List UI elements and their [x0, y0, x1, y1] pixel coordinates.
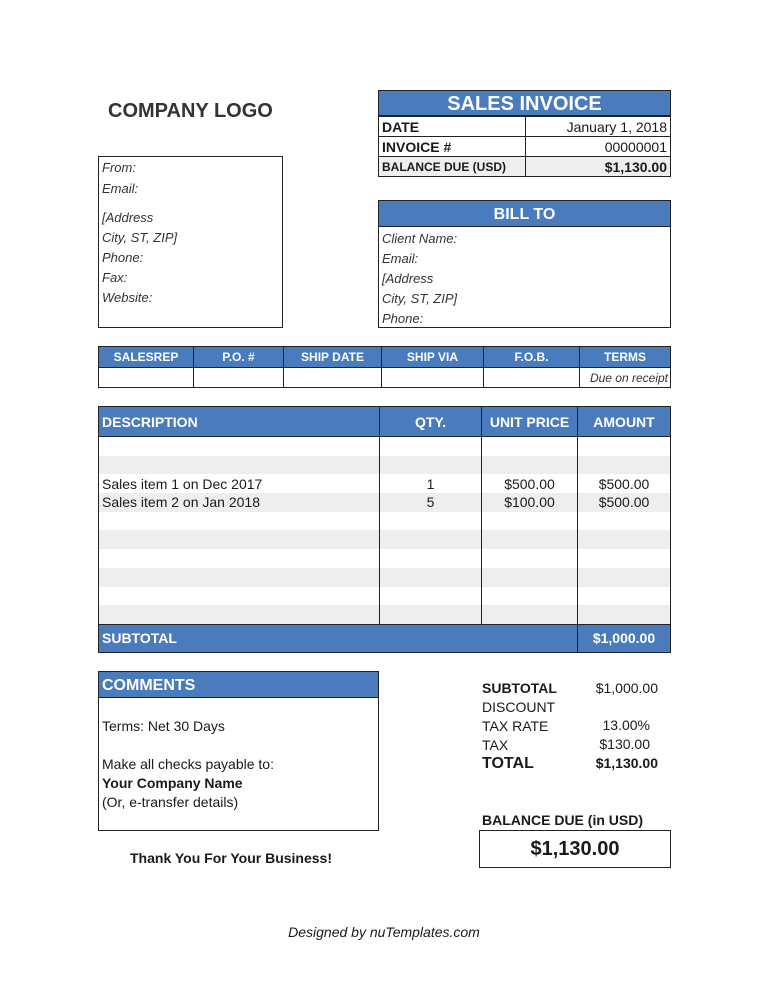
bill-to-title: BILL TO: [378, 200, 671, 227]
balance-due-in-usd-value: $1,130.00: [479, 830, 671, 868]
ship-via-cell[interactable]: [382, 368, 484, 388]
item-amount[interactable]: $500.00: [578, 474, 671, 493]
fob-header: F.O.B.: [484, 347, 580, 368]
comments-payable: Make all checks payable to:: [102, 756, 274, 772]
item-description[interactable]: [99, 437, 380, 456]
from-city: City, ST, ZIP]: [102, 230, 178, 245]
item-unit-price[interactable]: [482, 437, 578, 456]
from-box[interactable]: [98, 156, 283, 328]
item-unit-price[interactable]: [482, 568, 578, 587]
date-label: DATE: [379, 117, 526, 137]
item-description[interactable]: Sales item 1 on Dec 2017: [99, 474, 380, 493]
item-description[interactable]: Sales item 2 on Jan 2018: [99, 493, 380, 512]
invoice-number-label: INVOICE #: [379, 137, 526, 157]
totals-total-value: $1,130.00: [595, 755, 658, 771]
table-row[interactable]: [99, 568, 671, 587]
table-row[interactable]: [99, 549, 671, 568]
item-amount[interactable]: [578, 587, 671, 606]
comments-box[interactable]: [98, 698, 379, 831]
item-amount[interactable]: [578, 605, 671, 624]
balance-due-in-usd-label: BALANCE DUE (in USD): [482, 812, 643, 828]
totals-tax-label: TAX: [482, 737, 509, 753]
comments-title: COMMENTS: [98, 671, 379, 698]
item-amount[interactable]: [578, 568, 671, 587]
from-website-label: Website:: [102, 290, 153, 305]
item-qty[interactable]: 5: [380, 493, 482, 512]
fob-cell[interactable]: [484, 368, 580, 388]
item-unit-price[interactable]: [482, 456, 578, 475]
client-phone-label: Phone:: [382, 311, 424, 326]
invoice-title: SALES INVOICE: [378, 90, 671, 116]
footer-credit[interactable]: Designed by nuTemplates.com: [288, 924, 480, 940]
invoice-number-value[interactable]: 00000001: [526, 137, 671, 157]
item-amount[interactable]: [578, 512, 671, 531]
comments-company: Your Company Name: [102, 775, 243, 791]
ship-via-header: SHIP VIA: [382, 347, 484, 368]
item-qty[interactable]: [380, 530, 482, 549]
item-unit-price[interactable]: $100.00: [482, 493, 578, 512]
totals-tax-value: $130.00: [599, 736, 650, 752]
item-unit-price[interactable]: $500.00: [482, 474, 578, 493]
client-address: [Address: [382, 271, 434, 286]
terms-header: TERMS: [580, 347, 671, 368]
totals-tax-rate-value[interactable]: 13.00%: [602, 717, 650, 733]
totals-discount-label: DISCOUNT: [482, 699, 556, 715]
item-qty[interactable]: 1: [380, 474, 482, 493]
from-email-label: Email:: [102, 181, 139, 196]
from-label: From:: [102, 160, 136, 175]
table-row[interactable]: [99, 474, 671, 493]
item-amount[interactable]: [578, 549, 671, 568]
totals-tax-rate-label: TAX RATE: [482, 718, 549, 734]
item-amount[interactable]: [578, 530, 671, 549]
from-address: [Address: [102, 210, 154, 225]
item-qty[interactable]: [380, 512, 482, 531]
items-subtotal-value: $1,000.00: [578, 624, 671, 652]
item-qty[interactable]: [380, 549, 482, 568]
totals-total-label: TOTAL: [482, 755, 534, 772]
table-row[interactable]: [99, 512, 671, 531]
comments-etransfer: (Or, e-transfer details): [102, 794, 239, 810]
item-qty[interactable]: [380, 437, 482, 456]
item-description[interactable]: [99, 605, 380, 624]
comments-terms: Terms: Net 30 Days: [102, 718, 225, 734]
item-description[interactable]: [99, 549, 380, 568]
item-qty[interactable]: [380, 456, 482, 475]
item-amount[interactable]: [578, 437, 671, 456]
item-description[interactable]: [99, 530, 380, 549]
item-unit-price[interactable]: [482, 549, 578, 568]
items-table: [98, 406, 671, 653]
item-unit-price[interactable]: [482, 605, 578, 624]
shipping-table: [98, 346, 671, 388]
amount-header: AMOUNT: [578, 407, 671, 437]
items-subtotal-label: SUBTOTAL: [99, 624, 578, 652]
terms-cell[interactable]: Due on receipt: [580, 368, 671, 388]
company-logo: COMPANY LOGO: [108, 100, 273, 122]
balance-due-value: $1,130.00: [526, 157, 671, 177]
date-value[interactable]: January 1, 2018: [526, 117, 671, 137]
qty-header: QTY.: [380, 407, 482, 437]
item-description[interactable]: [99, 456, 380, 475]
salesrep-header: SALESREP: [99, 347, 194, 368]
table-row[interactable]: [99, 456, 671, 475]
table-row[interactable]: [99, 530, 671, 549]
totals-subtotal-label: SUBTOTAL: [482, 680, 557, 696]
item-qty[interactable]: [380, 587, 482, 606]
ship-date-cell[interactable]: [284, 368, 382, 388]
invoice-header: [378, 90, 671, 177]
invoice-meta-table: [378, 116, 671, 177]
item-unit-price[interactable]: [482, 587, 578, 606]
table-row[interactable]: [99, 493, 671, 512]
table-row[interactable]: [99, 605, 671, 624]
item-description[interactable]: [99, 568, 380, 587]
from-fax-label: Fax:: [102, 270, 128, 285]
bill-to-box[interactable]: [378, 227, 671, 328]
client-city: City, ST, ZIP]: [382, 291, 458, 306]
item-description[interactable]: [99, 512, 380, 531]
table-row[interactable]: [99, 587, 671, 606]
balance-due-label: BALANCE DUE (USD): [379, 157, 526, 177]
item-unit-price[interactable]: [482, 530, 578, 549]
totals-subtotal-value: $1,000.00: [595, 680, 658, 696]
item-amount[interactable]: [578, 456, 671, 475]
item-unit-price[interactable]: [482, 512, 578, 531]
unit-price-header: UNIT PRICE: [482, 407, 578, 437]
po-header: P.O. #: [194, 347, 284, 368]
po-cell[interactable]: [194, 368, 284, 388]
salesrep-cell[interactable]: [99, 368, 194, 388]
item-description[interactable]: [99, 587, 380, 606]
description-header: DESCRIPTION: [99, 407, 380, 437]
item-qty[interactable]: [380, 568, 482, 587]
item-qty[interactable]: [380, 605, 482, 624]
thank-you-message: Thank You For Your Business!: [130, 850, 332, 866]
table-row[interactable]: [99, 437, 671, 456]
client-name-label: Client Name:: [382, 231, 458, 246]
ship-date-header: SHIP DATE: [284, 347, 382, 368]
client-email-label: Email:: [382, 251, 419, 266]
item-amount[interactable]: $500.00: [578, 493, 671, 512]
from-phone-label: Phone:: [102, 250, 144, 265]
